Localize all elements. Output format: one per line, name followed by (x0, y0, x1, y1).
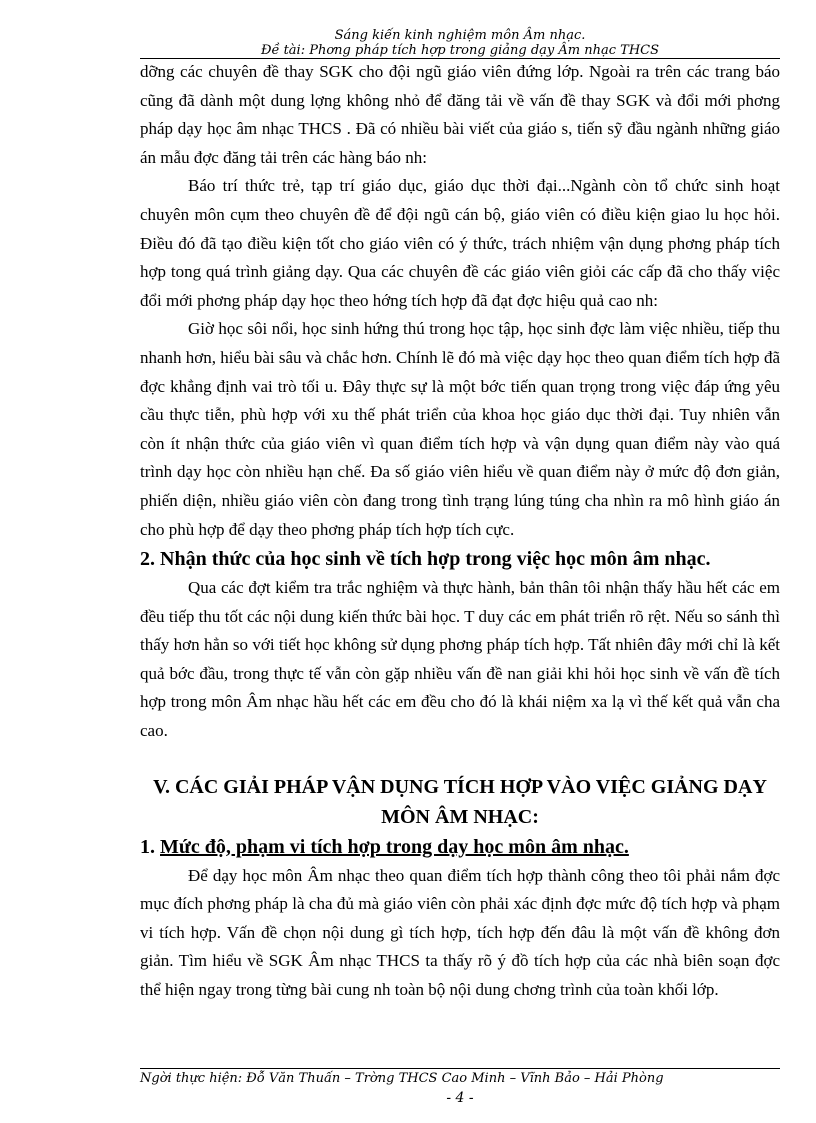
page-number: - 4 - (446, 1090, 474, 1106)
header-subtitle: Đề tài: Phơng pháp tích hợp trong giảng dạy Âm nhạc THCS (260, 43, 660, 58)
paragraph: Để dạy học môn Âm nhạc theo quan điểm tích hợp thành công theo tôi phải nắm đợc mục đích phơng pháp là cha đủ mà giáo viên còn phải xác định đợc mức độ tích hợp và phạm vi tích hợp. Vấn đề chọn nội dung gì tích hợp, tích hợp đến đâu là một vấn đề không đơn giản. Tìm hiểu về SGK Âm nhạc THCS ta thấy rõ ý đồ tích hợp của các nhà biên soạn đợc thể hiện ngay trong từng bài cung nh toàn bộ nội dung chơng trình của toàn khối lớp. (140, 865, 780, 1000)
footer-author: Ngời thực hiện: Đỗ Văn Thuấn – Trờng THCS Cao Minh – Vĩnh Bảo – Hải Phòng (140, 1071, 664, 1086)
subsection-number: 1. (140, 835, 155, 858)
document-body (140, 58, 780, 1005)
chapter-heading: V. CÁC GIẢI PHÁP VẬN DỤNG TÍCH HỢP VÀO VIỆC GIẢNG DẠY MÔN ÂM NHẠC: (153, 775, 767, 828)
footer-divider (140, 1068, 780, 1069)
header-title: Sáng kiến kinh nghiệm môn Âm nhạc. (334, 28, 586, 43)
paragraph: Giờ học sôi nổi, học sinh hứng thú trong học tập, học sinh đợc làm việc nhiều, tiếp thu nhanh hơn, hiểu bài sâu và chắc hơn. Chính lẽ đó mà việc dạy học theo quan điểm tích hợp đã đợc khẳng định vai trò tối u. Đây thực sự là một bớc tiến quan trọng trong việc đáp ứng yêu cầu thực tiễn, phù hợp với xu thế phát triển của khoa học giáo dục thời đại. Tuy nhiên vẫn còn ít nhận thức của giáo viên vì quan điểm tích hợp và vận dụng quan điểm này vào quá trình dạy học còn nhiều hạn chế. Đa số giáo viên hiểu về quan điểm này ở mức độ đơn giản, phiến diện, nhiều giáo viên còn đang trong tình trạng lúng túng cha nhìn ra mô hình giáo án cho phù hợp để dạy theo phơng pháp tích hợp tích cực. (140, 319, 780, 539)
paragraph: Báo trí thức trẻ, tạp trí giáo dục, giáo dục thời đại...Ngành còn tổ chức sinh hoạt chuyên môn cụm theo chuyên đề để đội ngũ cán bộ, giáo viên có điều kiện giao lu học hỏi. Điều đó đã tạo điều kiện tốt cho giáo viên có ý thức, trách nhiệm vận dụng phơng pháp tích hợp tong quá trình giảng dạy. Qua các chuyên đề các giáo viên giỏi các cấp đã cho thấy việc đổi mới phơng pháp dạy học theo hớng tích hợp đã đạt đợc hiệu quả cao nh: (140, 176, 780, 310)
subsection-heading (140, 832, 780, 862)
spacer (140, 746, 780, 772)
paragraph: Qua các đợt kiểm tra trắc nghiệm và thực hành, bản thân tôi nhận thấy hầu hết các em đều tiếp thu tốt các nội dung kiến thức bài học. T duy các em phát triển rõ rệt. Nếu so sánh thì thấy hơn hẳn so với tiết học không sử dụng phơng pháp tích hợp. Tất nhiên đây mới chỉ là kết quả bớc đầu, trong thực tế vẫn còn gặp nhiều vấn đề nan giải khi hỏi học sinh về vấn đề tích hợp trong môn Âm nhạc hầu hết các em đều cho đó là khái niệm xa lạ vì thế kết quả vẫn cha cao. (140, 578, 780, 741)
section-heading: 2. Nhận thức của học sinh về tích hợp trong việc học môn âm nhạc. (140, 548, 711, 571)
paragraph: dỡng các chuyên đề thay SGK cho đội ngũ giáo viên đứng lớp. Ngoài ra trên các trang báo cũng đã dành một dung lợng không nhỏ để đăng tải về vấn đề thay SGK và đổi mới phơng pháp dạy học âm nhạc THCS . Đã có nhiều bài viết của giáo s, tiến sỹ đầu ngành những giáo án mẫu đợc đăng tải trên các hàng báo nh: (140, 62, 780, 167)
subsection-title: Mức độ, phạm vi tích hợp trong dạy học môn âm nhạc. (160, 835, 629, 858)
